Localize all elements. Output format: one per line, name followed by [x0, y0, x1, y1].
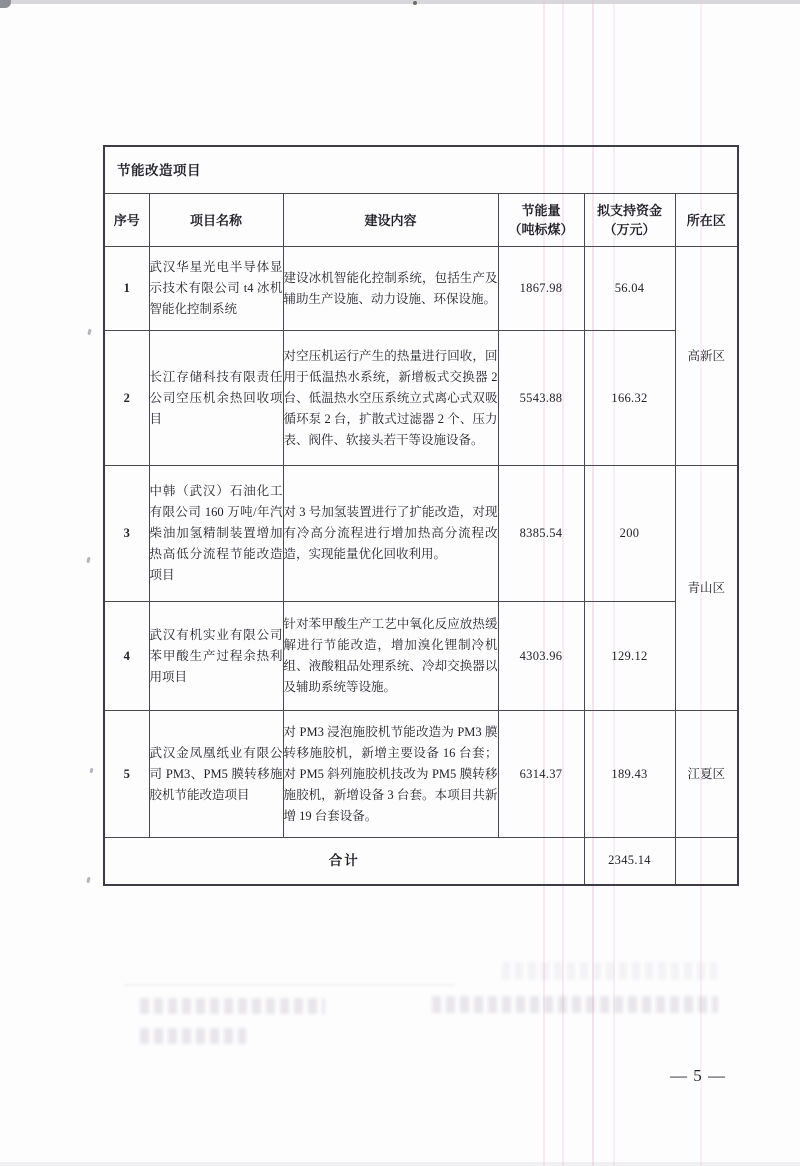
district-cell: 高新区	[675, 247, 738, 466]
project-name: 中韩（武汉）石油化工有限公司 160 万吨/年汽柴油加氢精制装置增加热高低分流程节能改造项目	[149, 466, 283, 602]
header-project-name: 项目名称	[149, 194, 283, 247]
scan-dust-dot	[413, 1, 417, 5]
scan-top-edge	[0, 0, 800, 4]
header-energy-saving-line2: （吨标煤）	[508, 222, 574, 237]
table-row	[104, 247, 738, 331]
scan-bottom-edge	[0, 1162, 800, 1166]
bleed-through-text-smudge	[140, 998, 325, 1014]
header-energy-saving	[498, 194, 584, 247]
header-index: 序号	[104, 194, 149, 247]
table-header-row	[104, 194, 738, 247]
row-index: 4	[104, 602, 149, 711]
total-label: 合计	[104, 838, 584, 885]
energy-saving-value: 5543.88	[498, 331, 584, 466]
margin-speck	[89, 768, 93, 774]
district-cell: 江夏区	[675, 711, 738, 838]
row-index: 5	[104, 711, 149, 838]
page-number: — 5 —	[670, 1066, 726, 1085]
bleed-through-text-smudge	[140, 1028, 246, 1044]
fund-value: 166.32	[584, 331, 675, 466]
energy-saving-projects-table	[103, 145, 739, 886]
row-index: 3	[104, 466, 149, 602]
header-fund-line1: 拟支持资金	[596, 203, 662, 218]
energy-saving-value: 8385.54	[498, 466, 584, 602]
energy-saving-value: 1867.98	[498, 247, 584, 331]
table-title-row	[104, 146, 738, 194]
bleed-through-text-smudge	[432, 996, 718, 1013]
header-content: 建设内容	[283, 194, 498, 247]
header-district: 所在区	[675, 194, 738, 247]
project-name: 长江存储科技有限责任公司空压机余热回收项目	[149, 331, 283, 466]
table-row	[104, 602, 738, 711]
bleed-through-text-smudge	[502, 962, 717, 980]
total-row	[104, 838, 738, 885]
table-row	[104, 331, 738, 466]
row-index: 2	[104, 331, 149, 466]
header-fund	[584, 194, 675, 247]
district-cell: 青山区	[675, 466, 738, 711]
total-district-empty	[675, 838, 738, 885]
fund-value: 56.04	[584, 247, 675, 331]
total-fund-value: 2345.14	[584, 838, 675, 885]
project-name: 武汉华星光电半导体显示技术有限公司 t4 冰机智能化控制系统	[149, 247, 283, 331]
margin-speck	[86, 877, 90, 884]
project-content: 建设冰机智能化控制系统，包括生产及辅助生产设施、动力设施、环保设施。	[283, 247, 498, 331]
energy-saving-value: 4303.96	[498, 602, 584, 711]
margin-speck	[87, 329, 91, 336]
project-content: 对空压机运行产生的热量进行回收，回用于低温热水系统，新增板式交换器 2 台、低温热水空压系统立式离心式双吸循环泵 2 台，扩散式过滤器 2 个、压力表、阀件、软接头若干等设施设备。	[283, 331, 498, 466]
project-content: 对 PM3 浸泡施胶机节能改造为 PM3 膜转移施胶机，新增主要设备 16 台套；对 PM5 斜列施胶机技改为 PM5 膜转移施胶机，新增设备 3 台套。本项目共新增 19 台套设备。	[283, 711, 498, 838]
energy-saving-value: 6314.37	[498, 711, 584, 838]
header-energy-saving-line1: 节能量	[521, 203, 561, 218]
margin-speck	[86, 557, 90, 564]
project-name: 武汉有机实业有限公司苯甲酸生产过程余热利用项目	[149, 602, 283, 711]
fund-value: 189.43	[584, 711, 675, 838]
header-fund-line2: （万元）	[603, 222, 656, 237]
projects-table-wrap	[103, 145, 739, 886]
table-row	[104, 711, 738, 838]
table-row	[104, 466, 738, 602]
project-content: 对 3 号加氢装置进行了扩能改造，对现有冷高分流程进行增加热高分流程改造，实现能量优化回收利用。	[283, 466, 498, 602]
project-name: 武汉金凤凰纸业有限公司 PM3、PM5 膜转移施胶机节能改造项目	[149, 711, 283, 838]
row-index: 1	[104, 247, 149, 331]
project-content: 针对苯甲酸生产工艺中氧化反应放热缓解进行节能改造，增加溴化锂制冷机组、液酸粗品处理系统、冷却交换器以及辅助系统等设施。	[283, 602, 498, 711]
fund-value: 200	[584, 466, 675, 602]
bleed-through-streak	[125, 984, 455, 986]
table-title: 节能改造项目	[104, 146, 738, 194]
scan-corner-mark	[0, 0, 11, 8]
fund-value: 129.12	[584, 602, 675, 711]
